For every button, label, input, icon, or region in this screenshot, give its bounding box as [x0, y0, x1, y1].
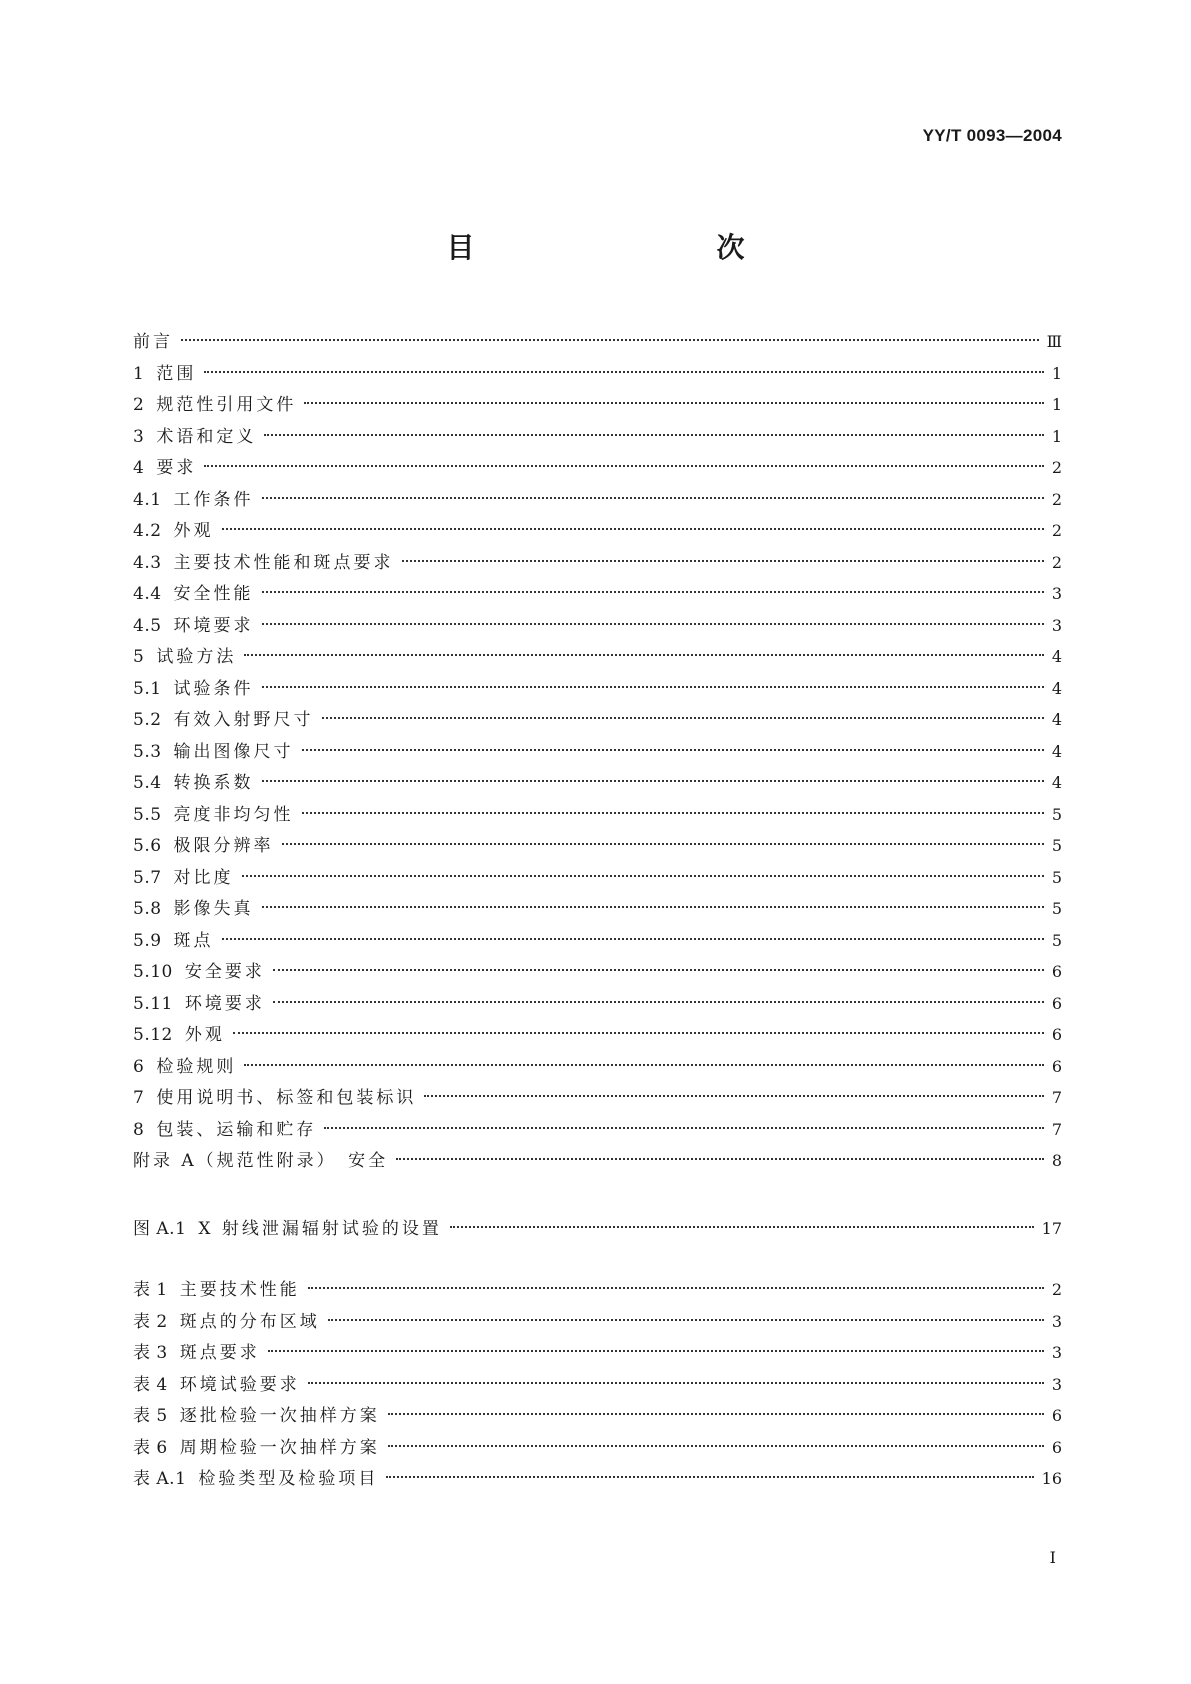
entry-title: 安全性能: [173, 584, 254, 604]
entry-number: 5.1: [133, 678, 162, 699]
entry-page-number: 4: [1051, 710, 1062, 729]
toc-entry[interactable]: [133, 956, 1062, 988]
table-of-contents: [133, 326, 1062, 1177]
entry-title: 输出图像尺寸: [173, 741, 294, 762]
entry-number: 4.2: [133, 521, 162, 541]
table-entry[interactable]: [133, 1432, 1062, 1464]
entry-page-number: 17: [1041, 1219, 1062, 1238]
dot-leader: [324, 1127, 1043, 1129]
entry-page-number: 3: [1051, 1374, 1062, 1394]
entry-title: 环境要求: [173, 615, 254, 636]
entry-title: 周期检验一次抽样方案: [179, 1437, 380, 1458]
entry-title: 工作条件: [173, 489, 254, 510]
dot-leader: [204, 371, 1043, 373]
entry-page-number: 6: [1051, 1025, 1062, 1044]
table-entry[interactable]: [133, 1337, 1062, 1369]
entry-number: 2: [133, 395, 145, 415]
entry-page-number: 4: [1051, 678, 1062, 698]
entry-title: 安全要求: [184, 962, 265, 982]
toc-entry[interactable]: [133, 1082, 1062, 1114]
entry-page-number: 5: [1051, 836, 1062, 855]
entry-number: 5.11: [133, 993, 173, 1014]
entry-page-number: 4: [1051, 647, 1062, 666]
dot-leader: [304, 402, 1043, 404]
page-title: 目 次: [446, 231, 807, 264]
dot-leader: [302, 749, 1044, 751]
entry-number: 表 2: [133, 1311, 168, 1332]
table-entry[interactable]: [133, 1463, 1062, 1495]
entry-title: 试验条件: [173, 678, 254, 699]
entry-title: 外观: [173, 521, 214, 541]
entry-title: 术语和定义: [156, 426, 257, 447]
toc-entry[interactable]: [133, 925, 1062, 957]
entry-number: 表 3: [133, 1343, 168, 1363]
entry-title: 主要技术性能: [179, 1280, 300, 1300]
toc-entry[interactable]: [133, 862, 1062, 894]
entry-page-number: 2: [1051, 552, 1062, 572]
dot-leader: [388, 1445, 1044, 1447]
dot-leader: [328, 1319, 1044, 1321]
entry-number: 4.1: [133, 489, 162, 510]
toc-entry[interactable]: [133, 389, 1062, 421]
entry-number: 4.5: [133, 615, 162, 636]
list-of-tables: [133, 1274, 1062, 1495]
entry-page-number: 3: [1051, 1311, 1062, 1331]
entry-title: 附录 A（规范性附录） 安全: [133, 1151, 389, 1171]
entry-title: 影像失真: [173, 899, 254, 919]
entry-title: 环境要求: [184, 993, 265, 1014]
entry-title: 斑点的分布区域: [179, 1311, 320, 1332]
dot-leader: [262, 780, 1044, 782]
toc-entry[interactable]: [133, 641, 1062, 673]
toc-entry[interactable]: [133, 1145, 1062, 1177]
entry-page-number: 5: [1051, 867, 1062, 887]
dot-leader: [282, 843, 1044, 845]
entry-number: 5: [133, 647, 145, 667]
entry-number: 1: [133, 363, 145, 384]
toc-entry[interactable]: [133, 421, 1062, 453]
toc-entry[interactable]: [133, 610, 1062, 642]
entry-page-number: 2: [1051, 489, 1062, 509]
page-number: I: [1049, 1548, 1056, 1567]
entry-title: 对比度: [173, 867, 234, 888]
dot-leader: [386, 1476, 1033, 1478]
dot-leader: [388, 1413, 1044, 1415]
entry-page-number: 7: [1051, 1119, 1062, 1139]
entry-page-number: 6: [1051, 993, 1062, 1013]
entry-title: X 射线泄漏辐射试验的设置: [198, 1219, 442, 1239]
entry-page-number: 6: [1051, 962, 1062, 981]
entry-page-number: 6: [1051, 1056, 1062, 1076]
toc-entry[interactable]: [133, 893, 1062, 925]
dot-leader: [450, 1226, 1034, 1228]
entry-number: 5.8: [133, 899, 162, 919]
entry-title: 外观: [184, 1025, 225, 1045]
entry-page-number: 5: [1051, 804, 1062, 824]
entry-page-number: 1: [1051, 426, 1062, 446]
entry-page-number: 5: [1051, 930, 1062, 950]
toc-entry[interactable]: [133, 673, 1062, 705]
table-entry[interactable]: [133, 1400, 1062, 1432]
entry-number: 表 1: [133, 1280, 168, 1300]
entry-number: 8: [133, 1119, 145, 1140]
dot-leader: [262, 497, 1044, 499]
entry-number: 表 4: [133, 1374, 168, 1395]
entry-number: 表 6: [133, 1437, 168, 1458]
dot-leader: [273, 969, 1044, 971]
table-entry[interactable]: [133, 1369, 1062, 1401]
dot-leader: [264, 434, 1043, 436]
entry-page-number: 3: [1051, 1343, 1062, 1362]
entry-title: 转换系数: [173, 773, 254, 793]
entry-title: 斑点要求: [179, 1343, 260, 1363]
figure-entry[interactable]: [133, 1213, 1062, 1245]
entry-number: 5.7: [133, 867, 162, 888]
toc-entry[interactable]: [133, 704, 1062, 736]
toc-entry[interactable]: [133, 988, 1062, 1020]
dot-leader: [273, 1001, 1044, 1003]
entry-title: 要求: [156, 458, 197, 478]
dot-leader: [262, 906, 1044, 908]
entry-page-number: 7: [1051, 1088, 1062, 1107]
entry-number: 5.10: [133, 962, 173, 982]
dot-leader: [222, 528, 1044, 530]
dot-leader: [244, 654, 1043, 656]
entry-title: 包装、运输和贮存: [156, 1119, 317, 1140]
entry-number: 5.3: [133, 741, 162, 762]
table-entry[interactable]: [133, 1274, 1062, 1306]
entry-page-number: 2: [1051, 458, 1062, 477]
entry-number: 6: [133, 1056, 145, 1077]
entry-page-number: 8: [1051, 1151, 1062, 1170]
entry-page-number: 5: [1051, 899, 1062, 918]
entry-title: 斑点: [173, 930, 214, 951]
table-entry[interactable]: [133, 1306, 1062, 1338]
toc-entry[interactable]: [133, 515, 1062, 547]
entry-page-number: 3: [1051, 615, 1062, 635]
entry-number: 7: [133, 1088, 145, 1108]
dot-leader: [396, 1158, 1044, 1160]
dot-leader: [181, 339, 1039, 341]
dot-leader: [222, 938, 1044, 940]
dot-leader: [268, 1350, 1044, 1352]
dot-leader: [233, 1032, 1044, 1034]
entry-page-number: 3: [1051, 584, 1062, 603]
entry-number: 图 A.1: [133, 1219, 187, 1239]
entry-page-number: 6: [1051, 1406, 1062, 1425]
entry-number: 3: [133, 426, 145, 447]
dot-leader: [242, 875, 1044, 877]
entry-number: 4.3: [133, 552, 162, 573]
entry-title: 亮度非均匀性: [173, 804, 294, 825]
toc-entry[interactable]: [133, 830, 1062, 862]
entry-page-number: Ⅲ: [1046, 332, 1062, 351]
entry-title: 环境试验要求: [179, 1374, 300, 1395]
toc-entry[interactable]: [133, 578, 1062, 610]
entry-number: 5.12: [133, 1025, 173, 1045]
entry-title: 逐批检验一次抽样方案: [179, 1406, 380, 1426]
toc-entry[interactable]: [133, 1114, 1062, 1146]
toc-entry[interactable]: [133, 452, 1062, 484]
toc-entry[interactable]: [133, 1019, 1062, 1051]
entry-page-number: 1: [1051, 395, 1062, 414]
entry-title: 前言: [133, 332, 173, 352]
dot-leader: [244, 1064, 1043, 1066]
dot-leader: [322, 717, 1044, 719]
entry-number: 4.4: [133, 584, 162, 604]
toc-entry[interactable]: [133, 799, 1062, 831]
entry-title: 规范性引用文件: [156, 395, 297, 415]
list-of-figures: [133, 1213, 1062, 1245]
entry-number: 4: [133, 458, 145, 478]
entry-title: 范围: [156, 363, 197, 384]
entry-title: 极限分辨率: [173, 836, 274, 856]
entry-number: 5.2: [133, 710, 162, 730]
toc-entry[interactable]: [133, 1051, 1062, 1083]
entry-page-number: 16: [1041, 1469, 1062, 1488]
dot-leader: [262, 623, 1044, 625]
entry-number: 5.9: [133, 930, 162, 951]
entry-title: 检验规则: [156, 1056, 237, 1077]
dot-leader: [262, 686, 1044, 688]
dot-leader: [262, 591, 1044, 593]
dot-leader: [308, 1382, 1044, 1384]
entry-page-number: 2: [1051, 521, 1062, 540]
entry-number: 5.4: [133, 773, 162, 793]
entry-number: 5.6: [133, 836, 162, 856]
dot-leader: [308, 1287, 1044, 1289]
entry-title: 使用说明书、标签和包装标识: [156, 1088, 417, 1108]
entry-page-number: 6: [1051, 1437, 1062, 1457]
toc-entry[interactable]: [133, 736, 1062, 768]
entry-page-number: 2: [1051, 1280, 1062, 1299]
entry-number: 5.5: [133, 804, 162, 825]
entry-title: 检验类型及检验项目: [198, 1469, 379, 1489]
entry-number: 表 5: [133, 1406, 168, 1426]
dot-leader: [424, 1095, 1043, 1097]
entry-page-number: 4: [1051, 773, 1062, 792]
entry-number: 表 A.1: [133, 1469, 187, 1489]
entry-title: 主要技术性能和斑点要求: [173, 552, 394, 573]
toc-entry[interactable]: [133, 484, 1062, 516]
entry-title: 有效入射野尺寸: [173, 710, 314, 730]
entry-page-number: 1: [1051, 363, 1062, 383]
entry-title: 试验方法: [156, 647, 237, 667]
dot-leader: [402, 560, 1044, 562]
toc-entry[interactable]: [133, 767, 1062, 799]
dot-leader: [204, 465, 1043, 467]
standard-code: YY/T 0093—2004: [922, 126, 1062, 145]
dot-leader: [302, 812, 1044, 814]
toc-entry[interactable]: [133, 547, 1062, 579]
entry-page-number: 4: [1051, 741, 1062, 761]
toc-entry[interactable]: [133, 358, 1062, 390]
toc-entry[interactable]: [133, 326, 1062, 358]
